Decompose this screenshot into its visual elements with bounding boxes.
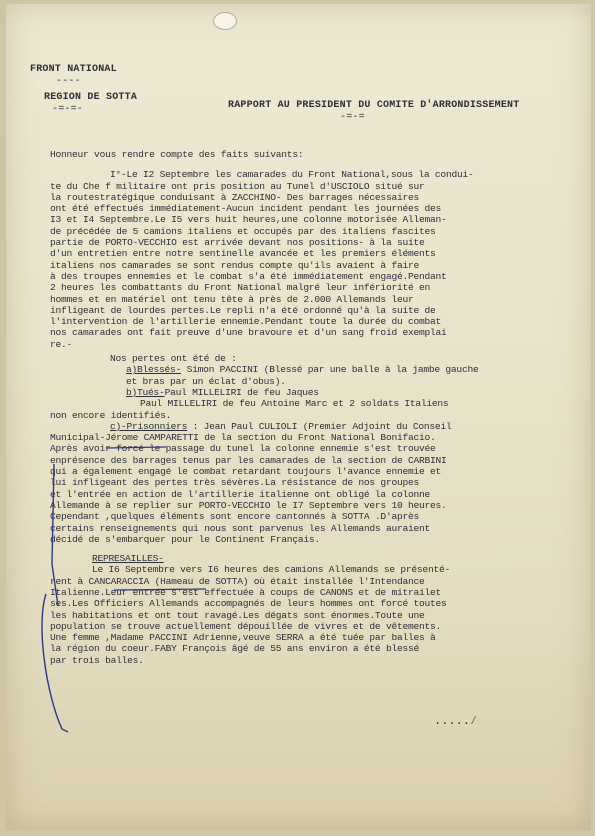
text-line: l'intervention de l'artillerie ennemie.Pendant toute la durée du combat <box>50 316 442 328</box>
report-title: RAPPORT AU PRESIDENT DU COMITE D'ARRONDISSEMENT <box>228 100 520 111</box>
text-line: partie de PORTO-VECCHIO est arrivée devant nos positions- à la suite <box>50 237 425 249</box>
org-rule: ---- <box>56 76 81 87</box>
text-line: Cependant ,quelques éléments sont encore cantonnés à SOTTA .D'après <box>50 511 419 523</box>
region-rule: -=-=- <box>52 104 84 115</box>
text-line: les habitations et ont tout ravagé.Les dégats sont énormes.Toute une <box>50 609 425 621</box>
text-line: et l'entrée en action de l'artillerie italienne ont obligé la colonne <box>50 488 430 500</box>
text-line: à des troupes ennemies et le combat s'a été immédiatement engagé.Pendant <box>50 270 447 282</box>
text-line: I3 et I4 Septembre.Le I5 vers huit heures,une colonne motorisée Alleman- <box>50 214 447 226</box>
text-line: re.- <box>50 338 73 350</box>
losses-intro: Nos pertes ont été de : <box>110 353 237 365</box>
continuation-mark: .....∕ <box>434 714 478 728</box>
text-line: enprésence des barrages tenus par les camarades de la section de CARBINI <box>50 454 447 466</box>
prisoners-label: c)-Prisonniers <box>110 420 188 432</box>
text-line: Municipal-Jérome CAMPARETTI de la section du Front National Bonifacio. <box>50 432 436 444</box>
text-line: décidé de s'embarquer pour le Continent Français. <box>50 533 320 545</box>
text-line: rent à CANCARACCIA (Hameau de SOTTA) où était installée l'Intendance <box>50 575 425 587</box>
text-line: Allemande à se replier sur PORTO-VECCHIO le I7 Septembre vers 10 heures. <box>50 499 447 511</box>
text-line: d'un entretien entre notre sentinelle avancée et les premiers éléments <box>50 248 436 260</box>
killed-label: b)Tués- <box>126 386 165 398</box>
text-line: Une femme ,Madame PACCINI Adrienne,veuve SERRA a été tuée par balles à <box>50 632 436 644</box>
report-body <box>50 149 585 666</box>
text-line: infligeant de lourdes pertes.Le repli n'a été ordonné qu'à la suite de <box>50 304 436 316</box>
prisoners-text: : Jean Paul CULIOLI (Premier Adjoint du Conseil <box>187 420 452 432</box>
text-line: hommes et en matériel ont tenu tête à près de 2.000 Allemands leur <box>50 293 414 305</box>
killed-line-2: Paul MILLELIRI de feu Antoine Marc et 2 soldats Italiens <box>140 398 449 410</box>
intro-line: Honneur vous rendre compte des faits suivants: <box>50 149 304 160</box>
killed-line <box>50 387 585 398</box>
text-line: la région du coeur.FABY François âgé de 55 ans environ a été blessé <box>50 643 419 655</box>
report-rule: -=-= <box>340 112 365 123</box>
text-line: nos camarades ont fait preuve d'une bravoure et d'un sang froid exemplai <box>50 327 447 339</box>
killed-text: Paul MILLELIRI de feu Jaques <box>164 386 319 398</box>
text-line: 2 heures les combattants du Front National malgré leur infériorité en <box>50 282 430 294</box>
wounded-text: Simon PACCINI (Blessé par une balle à la jambe gauche <box>181 364 479 376</box>
text-line: italiens nos camarades se sont rendus compte qu'ils avaient à faire <box>50 259 419 271</box>
text-line: population se trouve actuellement dépouillée de vivres et de vêtements. <box>50 620 442 632</box>
text-line: te du Che f militaire ont pris position au Tunel d'USCIOLO situé sur <box>50 180 425 192</box>
reprisals-heading: REPRESAILLES- <box>92 553 164 565</box>
text-line: par trois balles. <box>50 654 144 666</box>
killed-line-3: non encore identifiés. <box>50 409 172 421</box>
text-line: certains renseignements qui nous sont parvenus les Allemands auraient <box>50 522 430 534</box>
text-line: la routestratégique conduisant à ZACCHINO- Des barrages nécessaires <box>50 191 419 203</box>
text-line: lui infligeant des pertes très sévères.La résistance de nos groupes <box>50 477 419 489</box>
punch-hole <box>213 12 237 30</box>
text-line: de précédée de 5 camions italiens et occupés par des italiens fascites <box>50 225 436 237</box>
text-line: Après avoir forcé le passage du tunel la colonne ennemie s'est trouvée <box>50 443 436 455</box>
text-line: qui a également engagé le combat retardant toujours l'avance ennemie et <box>50 466 442 478</box>
text-line: I°-Le I2 Septembre les camarades du Front National,sous la condui- <box>110 169 474 181</box>
prisoners-line <box>50 421 585 432</box>
org-name: FRONT NATIONAL <box>30 64 117 75</box>
wounded-line <box>50 364 585 375</box>
text-line: Le I6 Septembre vers I6 heures des camions Allemands se présenté- <box>92 564 450 576</box>
text-line: ont été effectués immédiatement-Aucun incident pendant les journées des <box>50 203 442 215</box>
text-line: ses.Les Officiers Allemands accompagnés de leurs hommes ont forcé toutes <box>50 598 447 610</box>
text-line: Italienne.Leur entrée s'est effectuée à coups de CANONS et de mitrailet <box>50 586 442 598</box>
wounded-label: a)Blessés- <box>126 364 182 376</box>
region-name: REGION DE SOTTA <box>44 92 138 103</box>
document-page <box>6 4 591 830</box>
wounded-line-2: et bras par un éclat d'obus). <box>126 375 286 387</box>
